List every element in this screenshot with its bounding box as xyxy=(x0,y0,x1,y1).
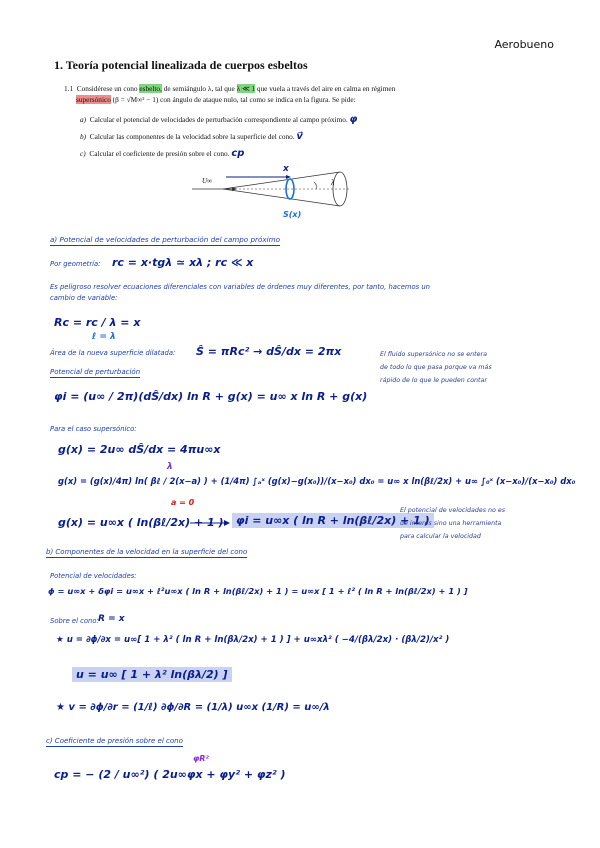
problem-number: 1.1 xyxy=(64,84,74,93)
change-variable-equation: Rc = rc / λ = x xyxy=(54,316,141,329)
cone-upper-edge xyxy=(223,172,340,189)
side-note-supersonic-3: rápido de lo que le pueden contar xyxy=(380,377,487,384)
potential-heading: Potencial de perturbación xyxy=(50,368,141,376)
change-variable-sub: ℓ = λ xyxy=(92,332,116,342)
problem-statement xyxy=(64,83,395,105)
s-of-x-label: S(x) xyxy=(283,210,302,219)
side-note-potential-3: para calcular la velocidad xyxy=(400,533,481,540)
on-cone-label: Sobre el cono: xyxy=(50,617,99,625)
g-equation-2: g(x) = (g(x)/4π) ln( βℓ / 2(x−a) ) + (1/4π) ∫ₐˣ (g(x)−g(x₀))/(x−x₀) dx₀ = u∞ x ln(βℓ/2x) + u∞ ∫₀ˣ (x−x₀)/(x−x₀) dx₀ xyxy=(58,476,576,486)
warning-line-2: cambio de variable: xyxy=(50,294,118,302)
cone-figure xyxy=(190,162,370,222)
supersonic-label: Para el caso supersónico: xyxy=(50,425,137,433)
a-equals-zero: a = 0 xyxy=(171,498,195,507)
on-cone-equation: R = x xyxy=(98,614,125,624)
phi-equation: ϕ = u∞x + δφi = u∞x + ℓ²u∞x ( ln R + ln(βℓ/2x) + 1 ) = u∞x [ 1 + ℓ² ( ln R + ln(βℓ/2x) + 1 ) ] xyxy=(48,586,468,596)
cp-note: φR² xyxy=(193,754,209,763)
potential-equation: φi = (u∞ / 2π)(dŜ/dx) ln R + g(x) = u∞ x ln R + g(x) xyxy=(54,390,368,403)
side-note-potential-2: de interés sino una herramienta xyxy=(400,520,502,527)
geometry-label: Por geometría: xyxy=(50,260,101,268)
g-equation-2-mark: λ xyxy=(167,462,173,472)
v-equation: ★ v = ∂ϕ/∂r = (1/ℓ) ∂ϕ/∂R = (1/λ) u∞x (1/R) = u∞/λ xyxy=(56,702,330,713)
part-b-heading: b) Componentes de la velocidad en la superficie del cono xyxy=(46,548,248,556)
warning-line-1: Es peligroso resolver ecuaciones diferenciales con variables de órdenes muy diferentes, por tanto, hacemos un xyxy=(50,283,430,291)
area-label: Área de la nueva superficie dilatada: xyxy=(50,349,176,357)
velocity-potential-label: Potencial de velocidades: xyxy=(50,572,137,580)
problem-line-1: 1.1 Considérese un cono esbelto, de semiángulo λ, tal que λ ≪ 1 que vuela a través del aire en calma en régimen xyxy=(64,84,396,93)
u-inf-label: U∞ xyxy=(202,177,213,185)
result-arrow xyxy=(190,518,230,528)
cp-mark: cp xyxy=(231,148,245,159)
cone-lower-edge xyxy=(223,189,340,206)
x-label: x xyxy=(283,164,289,174)
lambda-arc xyxy=(314,182,317,189)
highlight-lambda: λ ≪ 1 xyxy=(236,84,256,93)
cp-equation: cp = − (2 / u∞²) ( 2u∞φx + φy² + φz² ) xyxy=(54,768,286,781)
highlight-esbelto: esbelto, xyxy=(139,84,162,93)
geometry-equation: rc = x·tgλ ≃ xλ ; rc ≪ x xyxy=(112,256,254,269)
phi-result-box: φi = u∞x ( ln R + ln(βℓ/2x) + 1 ) xyxy=(232,513,434,528)
velocity-mark: v⃗ xyxy=(296,131,303,142)
highlight-supersonico: supersónico xyxy=(76,95,111,104)
g-equation-3: g(x) = u∞x ( ln(βℓ/2x) + 1 ) xyxy=(58,516,224,529)
author-label: Aerobueno xyxy=(494,38,554,51)
side-note-supersonic-1: El fluido supersónico no se entera xyxy=(380,351,487,358)
problem-line-2: supersónico (β = √M∞² − 1) con ángulo de ataque nulo, tal como se indica en la figura. Se pide: xyxy=(76,95,356,104)
u-result-box: u = u∞ [ 1 + λ² ln(βλ/2) ] xyxy=(72,667,232,682)
problem-items xyxy=(80,111,357,162)
u-equation-1: ★ u = ∂ϕ/∂x = u∞[ 1 + λ² ( ln R + ln(βλ/2x) + 1 ) ] + u∞xλ² ( −4/(βλ/2x) · (βλ/2)/x² ) xyxy=(56,635,450,645)
problem-item-a: a) Calcular el potencial de velocidades de perturbación correspondiente al campo próximo. φ xyxy=(80,114,358,125)
problem-item-b: b) Calcular las componentes de la velocidad sobre la superficie del cono. v⃗ xyxy=(80,131,303,142)
phi-mark: φ xyxy=(349,114,358,125)
area-equation: Ŝ = πRc² → dŜ/dx = 2πx xyxy=(196,345,342,358)
section-title: 1. Teoría potencial linealizada de cuerpos esbeltos xyxy=(54,58,308,72)
problem-item-c: c) Calcular el coeficiente de presión sobre el cono. cp xyxy=(80,148,245,159)
side-note-supersonic-2: de todo lo que pasa porque va más xyxy=(380,364,492,371)
lambda-label: λ xyxy=(331,178,335,187)
part-c-heading: c) Coeficiente de presión sobre el cono xyxy=(46,737,183,745)
g-equation-1: g(x) = 2u∞ dŜ/dx = 4πu∞x xyxy=(58,443,221,456)
side-note-potential-1: El potencial de velocidades no es xyxy=(400,507,506,514)
part-a-heading: a) Potencial de velocidades de perturbación del campo próximo xyxy=(50,235,281,244)
